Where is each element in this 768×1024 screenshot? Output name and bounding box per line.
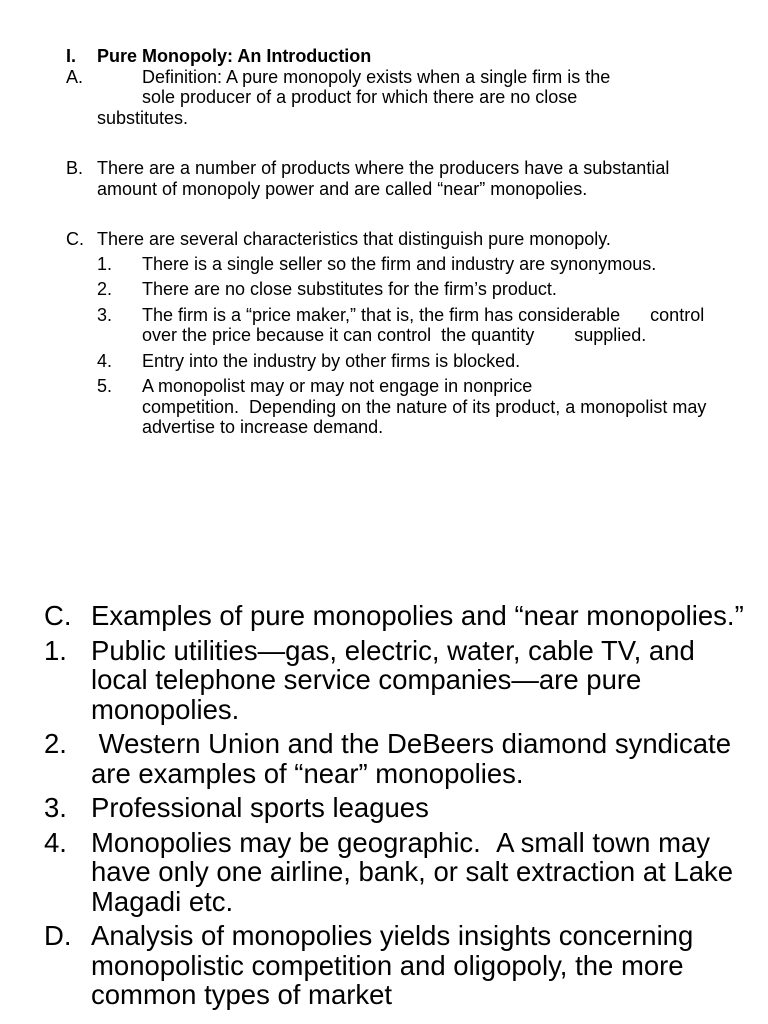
list-item-text: There is a single seller so the firm and industry are synonymous. [142, 253, 657, 274]
examples-text: Analysis of monopolies yields insights concerning monopolistic competition and oligopoly, the more common types of market [91, 920, 694, 1010]
heading-numeral: I. [66, 46, 77, 66]
examples-text: Western Union and the DeBeers diamond syndicate are examples of “near” monopolies. [91, 728, 731, 789]
outline-item-a [66, 67, 726, 129]
characteristics-list [66, 254, 726, 438]
outline-item-c [66, 229, 726, 250]
examples-item [44, 793, 744, 823]
list-item-text: Entry into the industry by other firms is blocked. [142, 350, 521, 371]
examples-item [44, 729, 744, 788]
examples-marker: 2. [44, 728, 67, 759]
examples-marker: D. [44, 920, 72, 951]
outline-marker: B. [66, 158, 84, 178]
list-number: 2. [97, 279, 113, 299]
examples-text: Examples of pure monopolies and “near monopolies.” [91, 600, 744, 631]
examples-item [44, 921, 744, 1010]
heading-title: Pure Monopoly: An Introduction [97, 46, 372, 66]
definition-line-3: substitutes. [97, 107, 189, 128]
outline-section [66, 46, 726, 443]
examples-item [44, 636, 744, 725]
list-item [66, 305, 726, 346]
examples-marker: 3. [44, 792, 67, 823]
list-item [66, 279, 726, 300]
spacer [66, 199, 726, 229]
outline-marker: C. [66, 229, 84, 249]
examples-text: Professional sports leagues [91, 792, 429, 823]
definition-text [97, 67, 726, 129]
list-item [66, 351, 726, 372]
examples-marker: 4. [44, 826, 67, 858]
examples-text: Public utilities—gas, electric, water, cable TV, and local telephone service companies—are pure monopolies. [91, 634, 695, 725]
examples-item [44, 828, 744, 917]
examples-item [44, 601, 744, 631]
list-item [66, 254, 726, 275]
definition-line-2: sole producer of a product for which there are no close [142, 87, 578, 107]
examples-marker: 1. [44, 634, 67, 666]
outline-item-b [66, 158, 726, 199]
outline-marker: A. [66, 66, 84, 87]
examples-text: Monopolies may be geographic. A small town may have only one airline, bank, or salt extraction at Lake Magadi etc. [91, 826, 734, 917]
outline-item-text: There are a number of products where the producers have a substantial amount of monopoly power and are called “near” monopolies. [97, 158, 670, 199]
list-item-text: There are no close substitutes for the firm’s product. [142, 279, 557, 299]
list-number: 3. [97, 304, 113, 325]
examples-section [44, 601, 744, 1015]
definition-line-1: Definition: A pure monopoly exists when a single firm is the [142, 66, 611, 87]
list-item-text: A monopolist may or may not engage in nonprice competition. Depending on the nature of its product, a monopolist may advertise to increase demand. [142, 376, 707, 437]
outline-item-text: There are several characteristics that distinguish pure monopoly. [97, 229, 611, 249]
list-number: 1. [97, 253, 113, 274]
section-heading [66, 46, 726, 67]
list-number: 4. [97, 350, 113, 371]
list-item-text: The firm is a “price maker,” that is, the firm has considerable control over the price because it can control the quantity supplied. [142, 304, 705, 345]
examples-marker: C. [44, 600, 72, 631]
spacer [66, 128, 726, 158]
list-item [66, 376, 726, 438]
list-number: 5. [97, 376, 113, 396]
